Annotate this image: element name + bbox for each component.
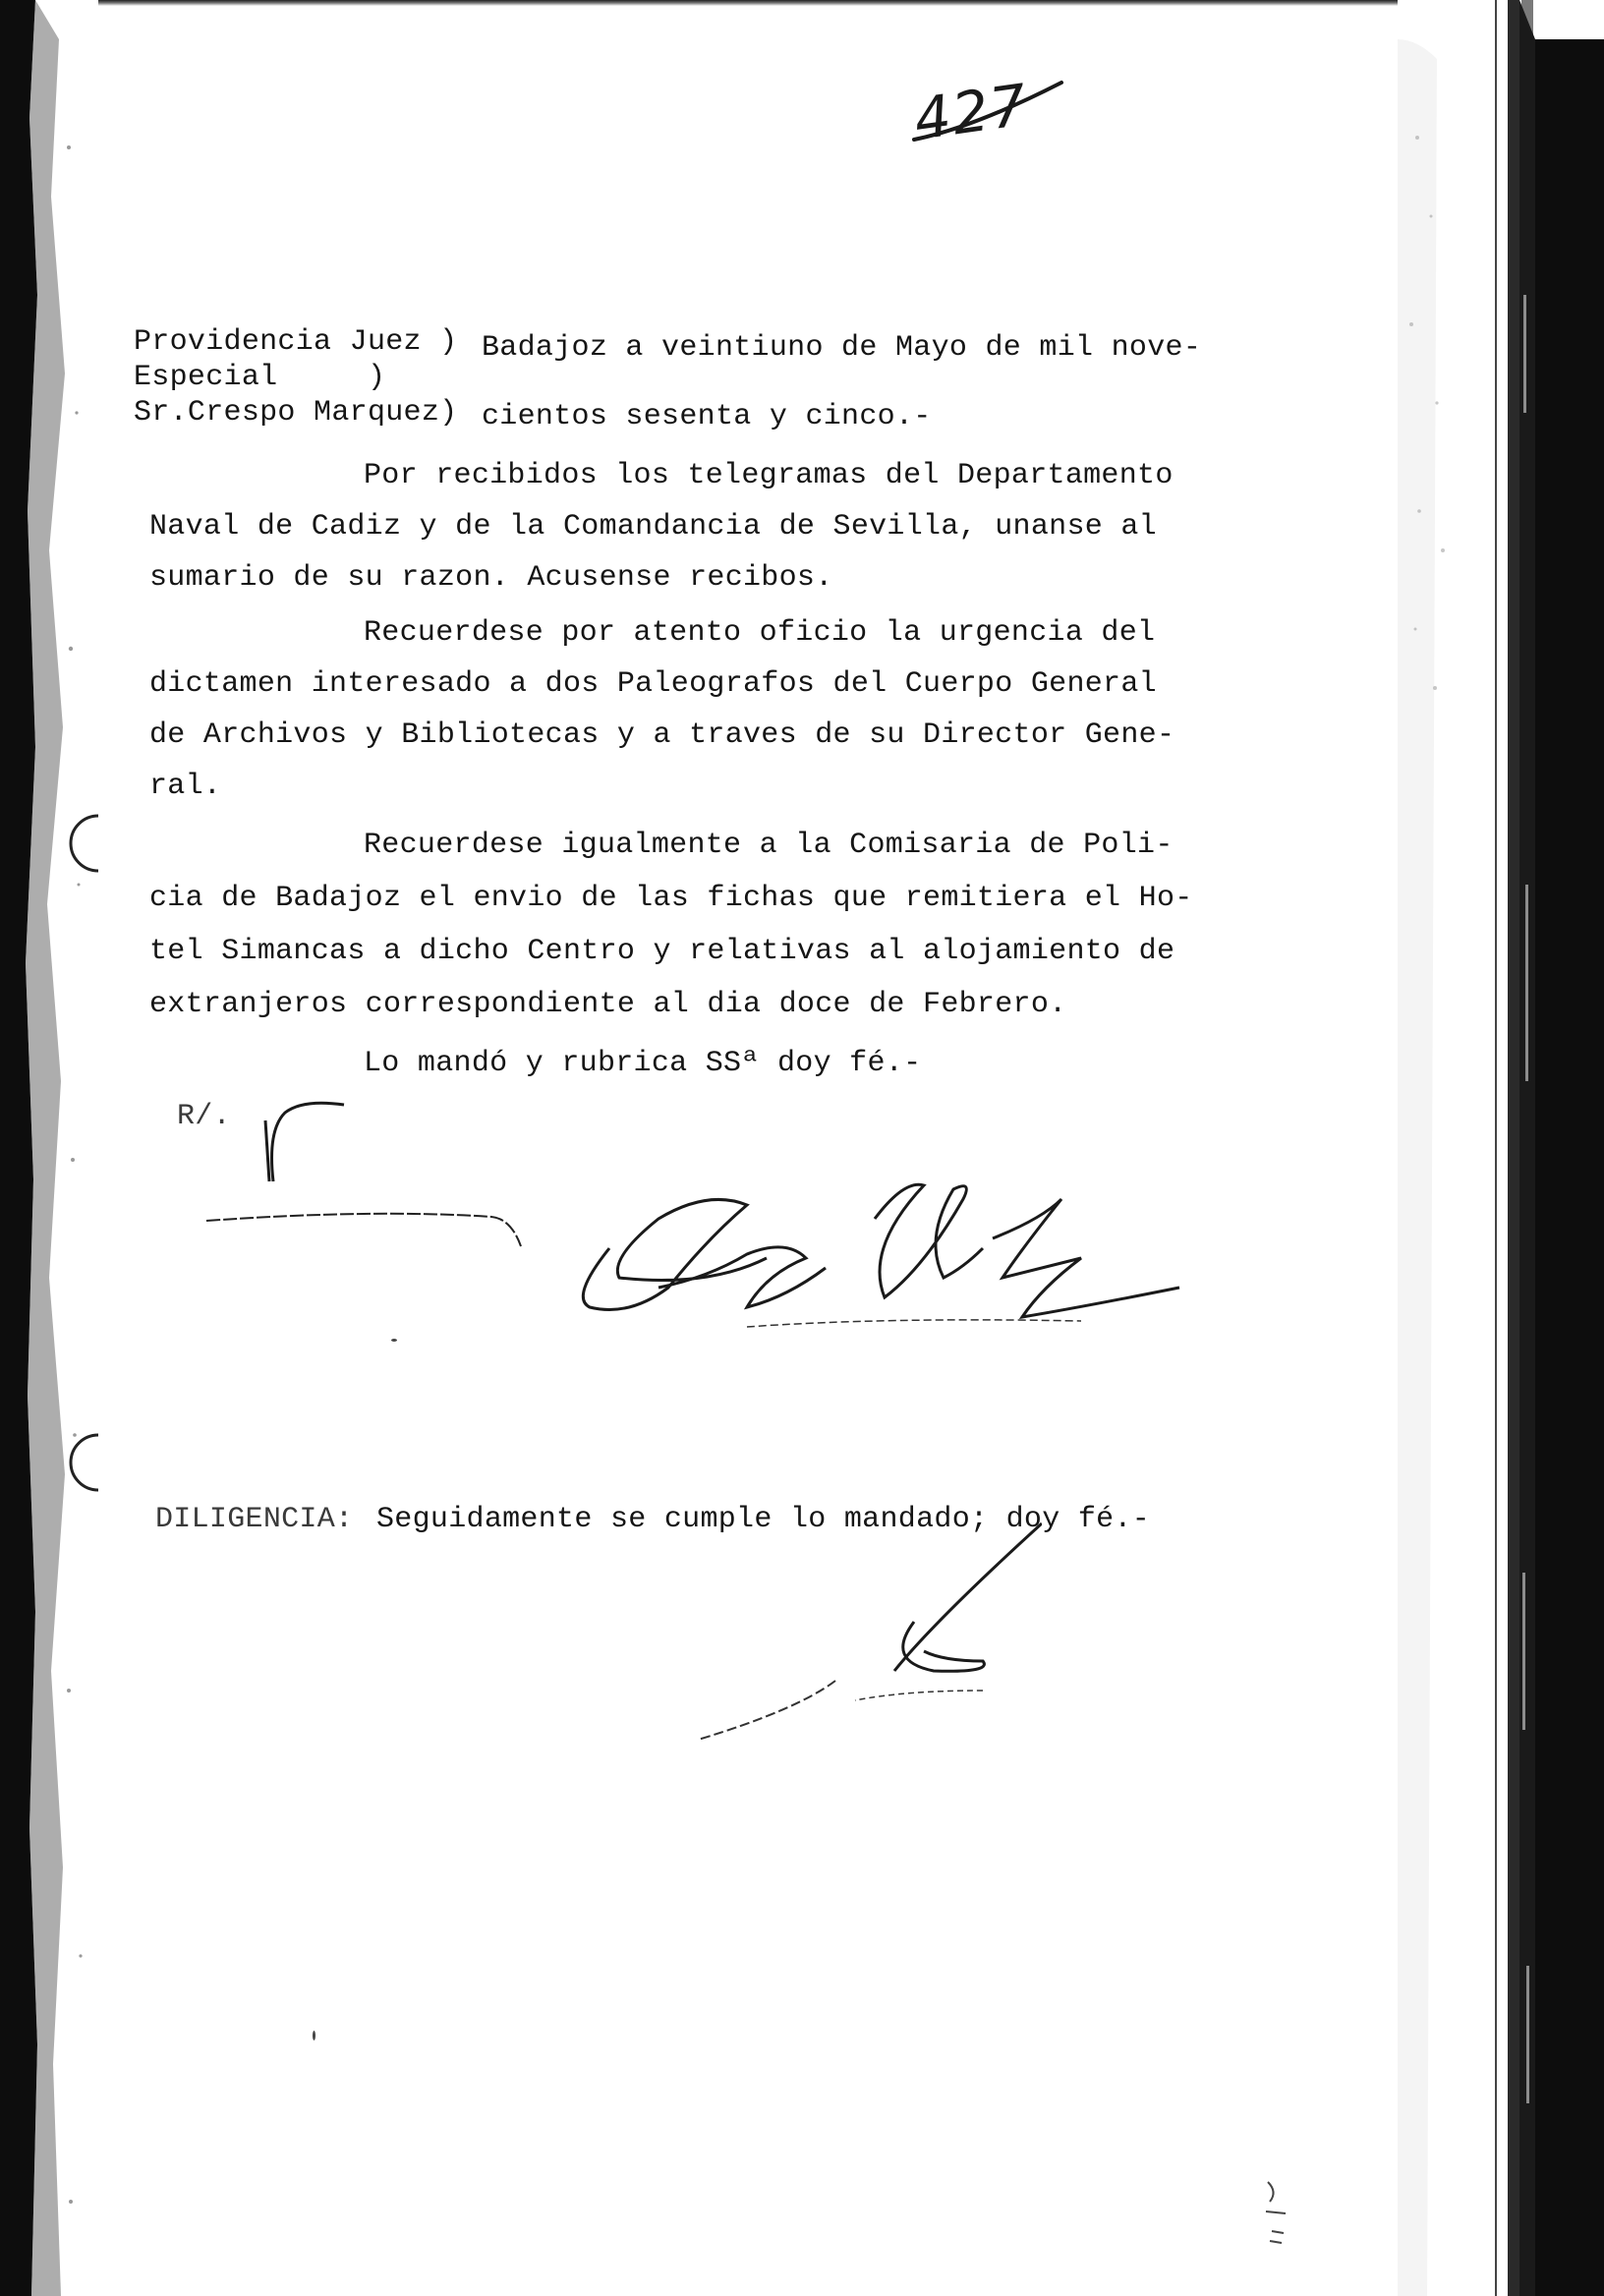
ink-speck [313,2031,315,2040]
header-left-line-3: Sr.Crespo Marquez) [134,396,458,430]
diligencia-text: Seguidamente se cumple lo mandado; doy fé.- [376,1503,1151,1536]
closing-line: Lo mandó y rubrica SSª doy fé.- [364,1047,922,1080]
ink-speck [391,1339,397,1342]
p1-line-3: sumario de su razon. Acusense recibos. [149,561,833,595]
folio-number: 427 [909,71,1033,153]
header-date-line-2: cientos sesenta y cinco.- [482,400,932,433]
judge-signature [197,1160,1238,1356]
diligencia-label: DILIGENCIA: [155,1503,354,1536]
secretary-signature [688,1514,1042,1750]
margin-marks [1258,2172,1297,2251]
p3-line-2: cia de Badajoz el envio de las fichas que remitiera el Ho- [149,882,1193,915]
header-left-line-2: Especial ) [134,361,386,394]
p3-line-3: tel Simancas a dicho Centro y relativas al alojamiento de [149,935,1175,968]
p2-line-2: dictamen interesado a dos Paleografos del Cuerpo General [149,667,1157,701]
p1-line-1: Por recibidos los telegramas del Departamento [364,459,1174,492]
scan-right-edge [1398,0,1604,2296]
header-left-line-1: Providencia Juez ) [134,325,458,359]
p3-line-1: Recuerdese igualmente a la Comisaria de Poli- [364,829,1174,862]
p2-line-1: Recuerdese por atento oficio la urgencia del [364,616,1156,650]
p3-line-4: extranjeros correspondiente al dia doce de Febrero. [149,988,1067,1021]
p1-line-2: Naval de Cadiz y de la Comandancia de Sevilla, unanse al [149,510,1157,544]
p2-line-4: ral. [149,770,222,803]
p2-line-3: de Archivos y Bibliotecas y a traves de su Director Gene- [149,718,1175,752]
scan-top-edge [0,0,1604,6]
scan-left-edge [0,0,98,2296]
rubric-label: R/. [177,1100,231,1133]
header-date-line-1: Badajoz a veintiuno de Mayo de mil nove- [482,331,1202,365]
